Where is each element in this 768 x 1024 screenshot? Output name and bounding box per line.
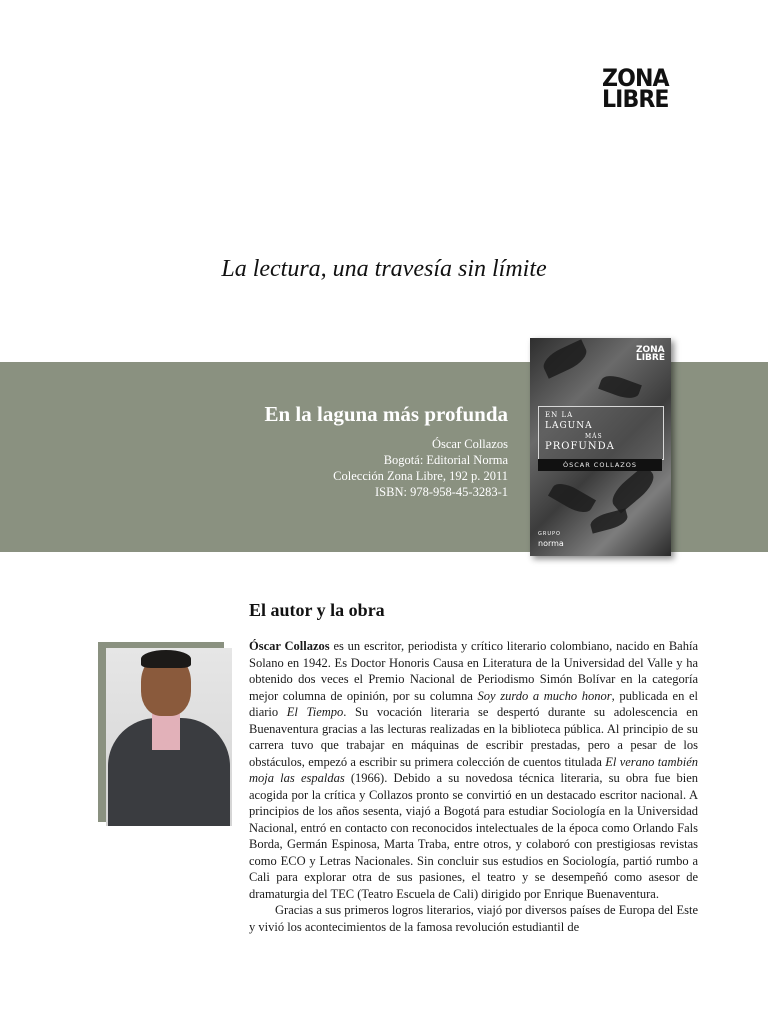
- cover-leaf-decoration: [589, 508, 630, 533]
- book-collection: Colección Zona Libre, 192 p. 2011: [333, 469, 508, 483]
- cover-author: ÓSCAR COLLAZOS: [538, 459, 662, 471]
- cover-publisher-logo: GRUPO norma: [538, 531, 564, 548]
- book-info: [264, 402, 508, 500]
- book-author: Óscar Collazos: [431, 437, 508, 451]
- cover-logo: ZONA LIBRE: [635, 345, 665, 363]
- author-photo: [106, 648, 232, 826]
- book-isbn: ISBN: 978-958-45-3283-1: [375, 485, 508, 499]
- cover-leaf-decoration: [540, 339, 591, 378]
- book-title: En la laguna más profunda: [264, 402, 508, 426]
- cover-title-line: EN LA: [545, 411, 574, 419]
- section-title: El autor y la obra: [249, 600, 385, 620]
- logo-line-1: ZONA: [602, 64, 669, 92]
- logo-line-2: LIBRE: [602, 85, 669, 113]
- article-body: [249, 638, 698, 935]
- cover-leaf-decoration: [598, 372, 642, 403]
- cover-title-line: MÁS: [585, 433, 603, 440]
- book-publisher: Bogotá: Editorial Norma: [383, 453, 508, 467]
- paragraph: Gracias a sus primeros logros literarios, viajó por diversos países de Europa del Este y vivió los acontecimientos de la famosa revolución estudiantil de: [249, 903, 698, 934]
- cover-leaf-decoration: [548, 478, 596, 517]
- cover-title-box: [538, 406, 664, 460]
- paragraph: Óscar Collazos es un escritor, periodista y crítico literario colombiano, nacido en Bahía Solano en 1942. Es Doctor Honoris Causa en Literatura de la Universidad del Valle y ha obtenido dos veces el Premio Nacional de Periodismo Simón Bolívar en la categoría mejor columna de opinión, por su columna Soy zurdo a mucho honor, publicada en el diario El Tiempo. Su vocación literaria se despertó durante su adolescencia en Buenaventura gracias a las lecturas realizadas en la biblioteca pública. Al principio de su carrera tuvo que trabajar en máquinas de escribir prestadas, pero a pesar de los obstáculos, empezó a escribir su primera colección de cuentos titulada El verano también moja las espaldas (1966). Debido a su novedosa técnica literaria, su obra fue bien acogida por la crítica y Collazos pronto se convirtió en un destacado escritor nacional. A principios de los años sesenta, viajó a Bogotá para estudiar Sociología en la Universidad Nacional, entró en contacto con reconocidos intelectuales de la época como Orlando Fals Borda, Germán Espinosa, Marta Traba, entre otros, y colaboró con prestigiosas revistas como ECO y Letras Nacionales. Sin concluir sus estudios en Sociología, partió rumbo a Cali para explorar otra de sus pasiones, el teatro y se desempeñó como asesor de dramaturgia del TEC (Teatro Escuela de Cali) dirigido por Enrique Buenaventura.: [249, 639, 699, 901]
- cover-title-line: LAGUNA: [545, 421, 593, 431]
- cover-leaf-decoration: [607, 465, 659, 514]
- book-cover-image: [530, 338, 671, 556]
- series-title: La lectura, una travesía sin límite: [221, 256, 547, 282]
- cover-title-line: PROFUNDA: [545, 441, 615, 452]
- zona-libre-logo: [602, 64, 692, 113]
